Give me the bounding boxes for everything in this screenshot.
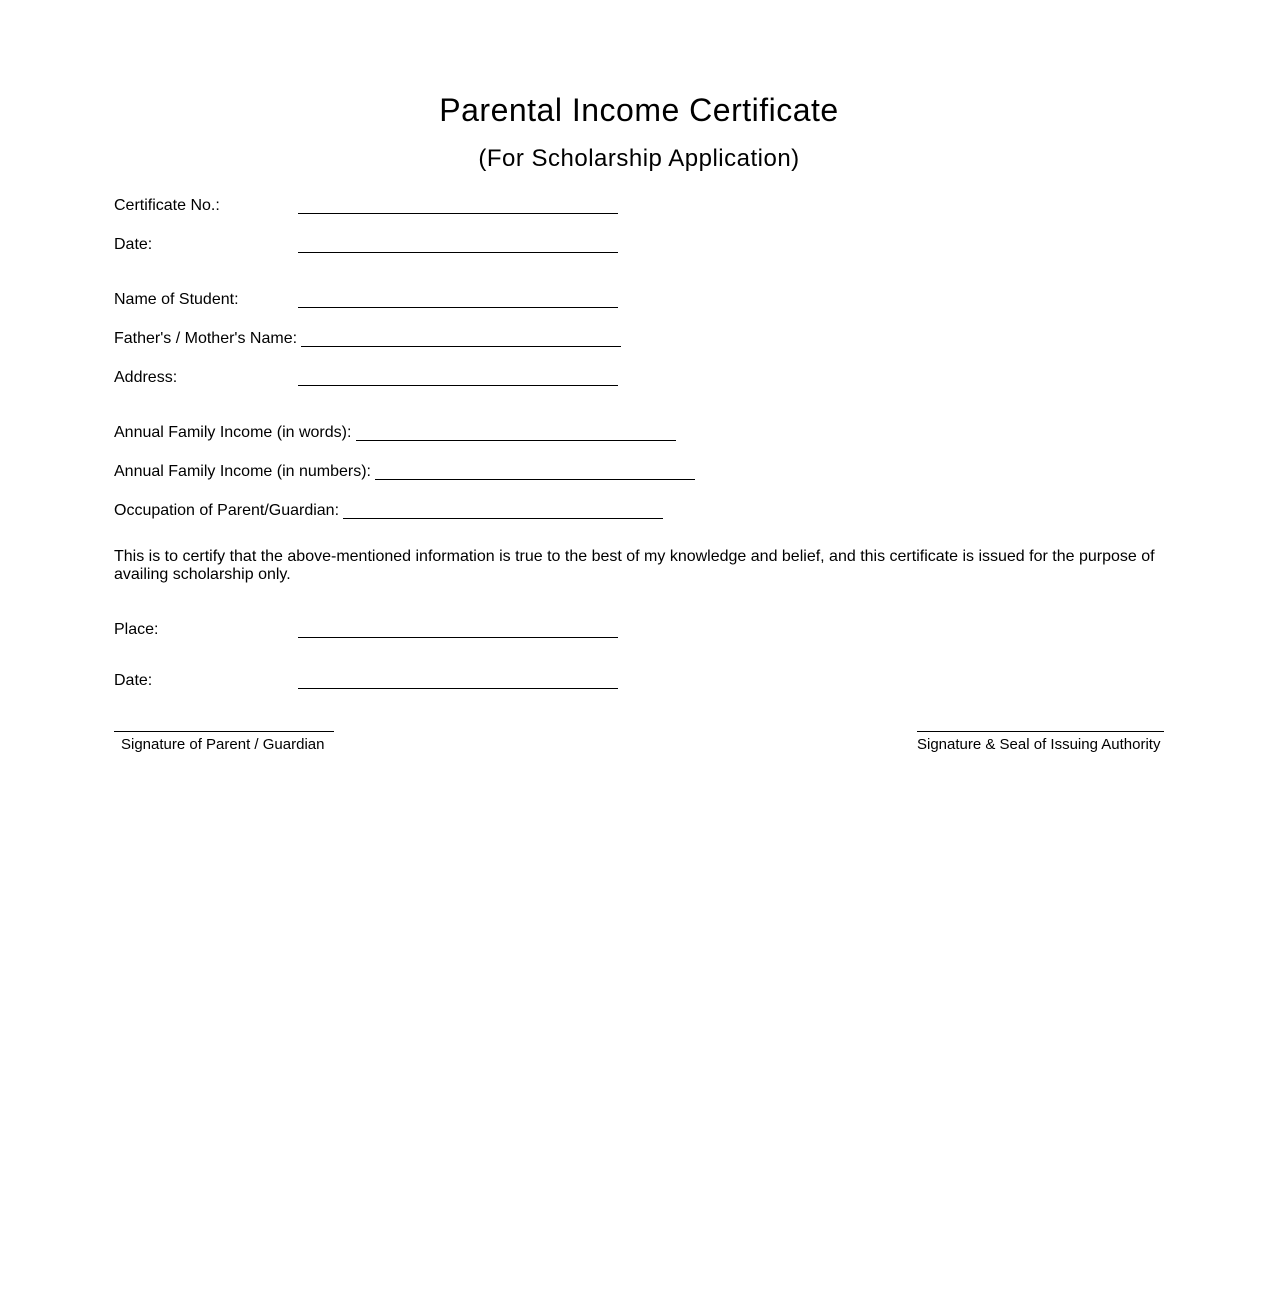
income-words-input-line[interactable] bbox=[356, 440, 676, 441]
certificate-no-input-line[interactable] bbox=[298, 213, 618, 214]
certification-statement: This is to certify that the above-mentioned information is true to the best of my knowledge and belief, and this certificate is issued for the purpose of availing scholarship only. bbox=[114, 548, 1155, 583]
parent-name-input-line[interactable] bbox=[301, 346, 621, 347]
income-numbers-label: Annual Family Income (in numbers): bbox=[114, 463, 371, 480]
parent-name-label: Father's / Mother's Name: bbox=[114, 330, 298, 347]
parent-signature-line[interactable] bbox=[114, 731, 334, 732]
certificate-no-label: Certificate No.: bbox=[114, 197, 220, 214]
occupation-input-line[interactable] bbox=[343, 518, 663, 519]
parent-signature-label: Signature of Parent / Guardian bbox=[121, 736, 325, 753]
income-words-field bbox=[114, 422, 684, 444]
footer-date-input-line[interactable] bbox=[298, 688, 618, 689]
date-label: Date: bbox=[114, 236, 153, 253]
page-subtitle: (For Scholarship Application) bbox=[478, 145, 800, 172]
certificate-no-field bbox=[114, 195, 624, 217]
address-label: Address: bbox=[114, 369, 178, 386]
place-label: Place: bbox=[114, 621, 159, 638]
income-words-label: Annual Family Income (in words): bbox=[114, 424, 352, 441]
student-name-field bbox=[114, 289, 624, 311]
date-field bbox=[114, 234, 624, 256]
income-numbers-field bbox=[114, 461, 704, 483]
address-field bbox=[114, 367, 624, 389]
parent-name-field bbox=[114, 328, 624, 350]
occupation-field bbox=[114, 500, 674, 522]
place-input-line[interactable] bbox=[298, 637, 618, 638]
date-input-line[interactable] bbox=[298, 252, 618, 253]
footer-date-field bbox=[114, 670, 624, 692]
student-name-label: Name of Student: bbox=[114, 291, 239, 308]
authority-signature-label: Signature & Seal of Issuing Authority bbox=[917, 736, 1161, 753]
student-name-input-line[interactable] bbox=[298, 307, 618, 308]
footer-date-label: Date: bbox=[114, 672, 153, 689]
income-numbers-input-line[interactable] bbox=[375, 479, 695, 480]
occupation-label: Occupation of Parent/Guardian: bbox=[114, 502, 340, 519]
place-field bbox=[114, 619, 624, 641]
page-title: Parental Income Certificate bbox=[439, 92, 839, 128]
address-input-line[interactable] bbox=[298, 385, 618, 386]
authority-signature-line[interactable] bbox=[917, 731, 1164, 732]
